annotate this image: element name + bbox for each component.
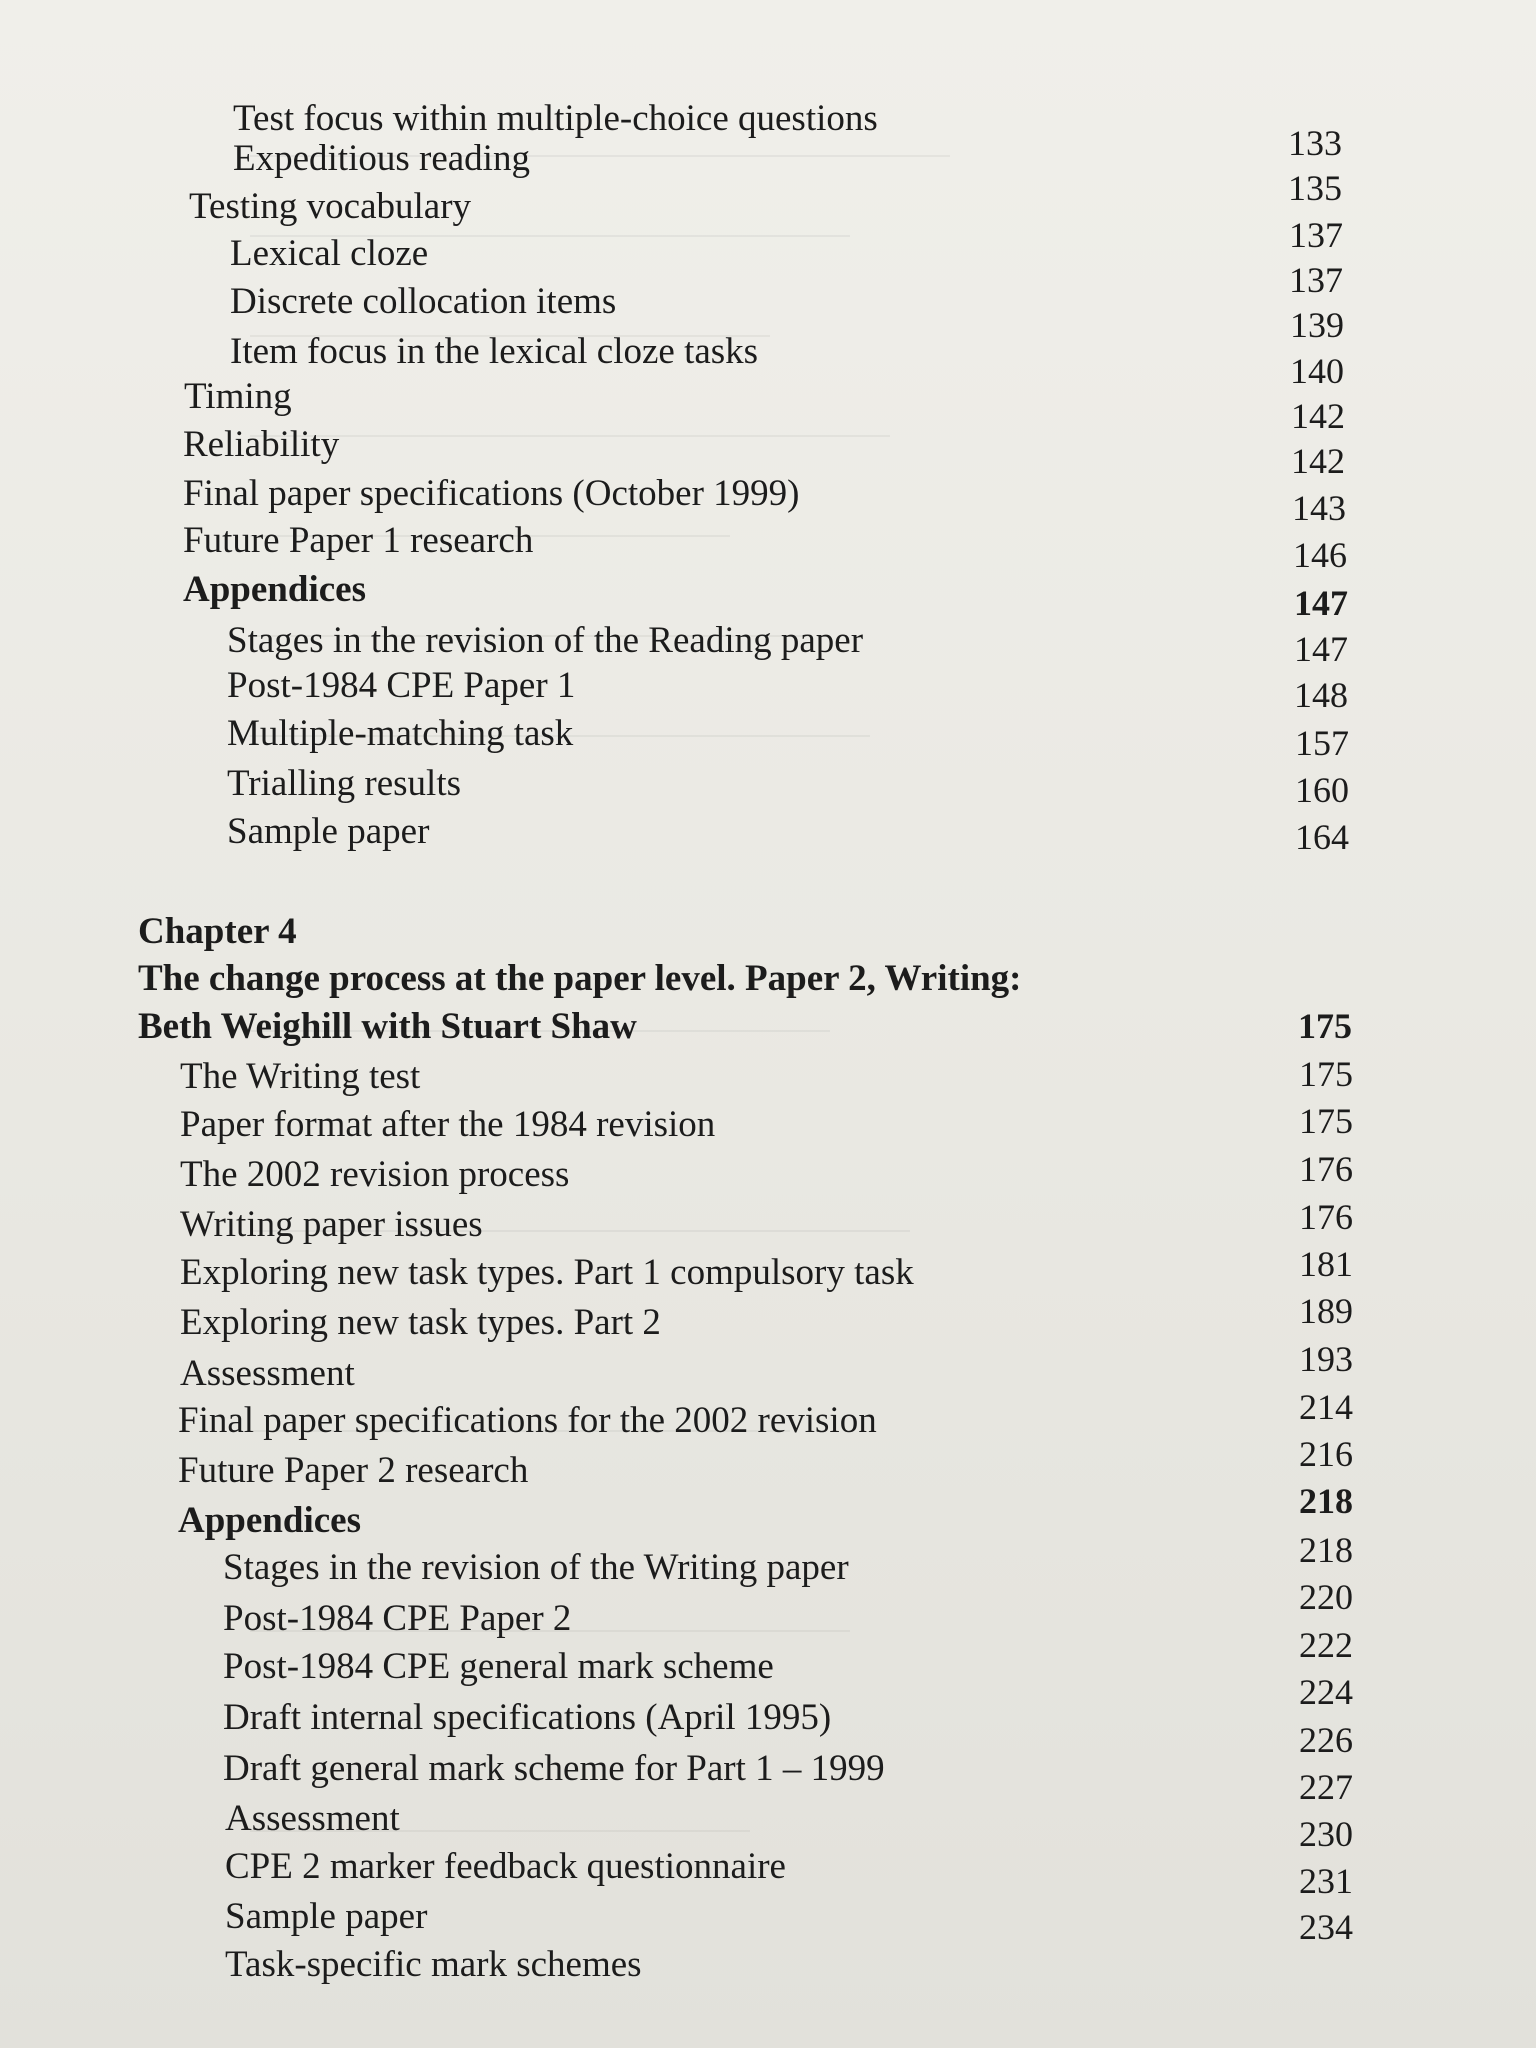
toc-section-appendices: Appendices [183,569,366,610]
toc-entry: Post-1984 CPE Paper 1 [227,665,576,706]
toc-page-number: 193 [1299,1339,1353,1379]
toc-entry: Lexical cloze [230,233,429,274]
toc-page-number: 226 [1299,1720,1353,1760]
toc-page-number: 139 [1290,305,1344,345]
toc-page-number: 133 [1288,123,1342,163]
toc-entry: Exploring new task types. Part 2 [180,1302,661,1343]
toc-entry: Testing vocabulary [189,186,472,227]
toc-entry: Exploring new task types. Part 1 compulsory task [180,1252,914,1293]
toc-entry: Assessment [225,1798,400,1839]
chapter-authors: Beth Weighill with Stuart Shaw [138,1006,637,1047]
toc-page-number: 176 [1299,1197,1353,1237]
toc-entry: Sample paper [225,1896,428,1937]
chapter-label: Chapter 4 [138,911,297,952]
toc-page-number: 234 [1299,1907,1353,1947]
toc-page-number: 214 [1299,1387,1353,1427]
toc-entry: Reliability [183,424,340,465]
toc-page-number: 231 [1299,1861,1353,1901]
toc-page-number: 137 [1289,215,1343,255]
toc-entry: Draft general mark scheme for Part 1 – 1999 [223,1748,885,1789]
toc-entry: Item focus in the lexical cloze tasks [230,331,759,372]
toc-page-number: 222 [1299,1625,1353,1665]
toc-entry: Sample paper [227,811,430,852]
toc-entry: Final paper specifications for the 2002 revision [178,1400,877,1441]
toc-entry: Future Paper 2 research [178,1450,529,1491]
toc-entry: Discrete collocation items [230,281,617,322]
toc-page-number: 137 [1289,260,1343,300]
toc-entry: CPE 2 marker feedback questionnaire [225,1846,786,1887]
toc-entry: Timing [184,376,292,417]
toc-page-number: 146 [1293,535,1347,575]
toc-page-number: 230 [1299,1814,1353,1854]
toc-page-number: 189 [1299,1291,1353,1331]
toc-page-number: 142 [1291,441,1345,481]
toc-entry: The 2002 revision process [180,1154,570,1195]
toc-entry: Final paper specifications (October 1999) [183,473,800,514]
toc-page-number: 175 [1299,1054,1353,1094]
toc-page-number: 143 [1292,488,1346,528]
toc-page-number: 142 [1291,396,1345,436]
toc-entry: The Writing test [180,1056,421,1097]
toc-page-number: 147 [1294,629,1348,669]
toc-entry: Task-specific mark schemes [225,1944,642,1985]
toc-page-number: 227 [1299,1767,1353,1807]
toc-entry: Stages in the revision of the Reading paper [227,620,864,661]
toc-page-number: 147 [1294,583,1348,623]
toc-page-number: 176 [1299,1149,1353,1189]
toc-entry: Multiple-matching task [227,713,574,754]
toc-entry: Draft internal specifications (April 1995) [223,1697,832,1738]
toc-entry: Post-1984 CPE Paper 2 [223,1598,572,1639]
toc-page-number: 135 [1288,168,1342,208]
toc-page-number: 175 [1299,1101,1353,1141]
toc-entry: Paper format after the 1984 revision [180,1104,716,1145]
toc-entry: Test focus within multiple-choice questions [233,98,878,139]
toc-entry: Stages in the revision of the Writing paper [223,1547,849,1588]
toc-entry: Assessment [180,1353,355,1394]
toc-page-number: 160 [1295,770,1349,810]
toc-entry: Expeditious reading [233,138,530,179]
toc-entry: Writing paper issues [180,1204,483,1245]
toc-entry: Future Paper 1 research [183,520,534,561]
toc-page-number: 216 [1299,1434,1353,1474]
toc-section-appendices: Appendices [178,1500,361,1541]
toc-page-number: 157 [1295,723,1349,763]
toc-page-number: 164 [1295,817,1349,857]
chapter-title: The change process at the paper level. Paper 2, Writing: [138,958,1022,999]
toc-page-number: 148 [1294,675,1348,715]
toc-page-number: 220 [1299,1577,1353,1617]
toc-entry: Post-1984 CPE general mark scheme [223,1646,774,1687]
toc-page-number: 140 [1290,351,1344,391]
toc-page-number: 218 [1299,1530,1353,1570]
chapter-page-number: 175 [1298,1006,1352,1046]
toc-page-number: 224 [1299,1672,1353,1712]
toc-entry: Trialling results [227,763,462,804]
toc-page-number: 181 [1299,1244,1353,1284]
toc-page-number: 218 [1299,1481,1353,1521]
